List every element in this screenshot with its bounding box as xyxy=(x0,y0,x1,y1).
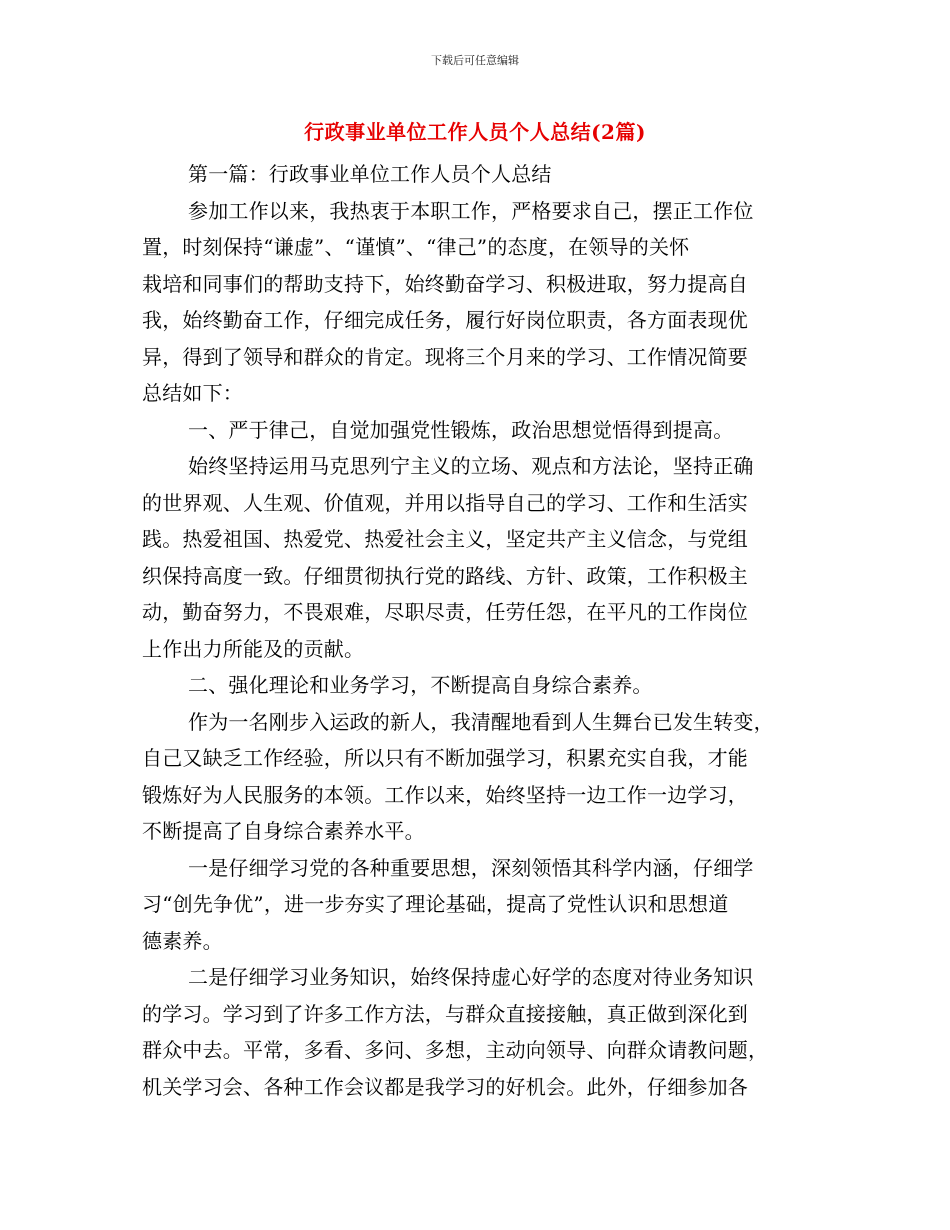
text-line: 第一篇：行政事业单位工作人员个人总结 xyxy=(188,162,552,186)
text-line: 锻炼好为人民服务的本领。工作以来，始终坚持一边工作一边学习， xyxy=(142,782,748,807)
text-line: 始终坚持运用马克思列宁主义的立场、观点和方法论，坚持正确 xyxy=(188,454,754,478)
text-line: 不断提高了自身综合素养水平。 xyxy=(142,819,425,843)
text-line: 我，始终勤奋工作，仔细完成任务，履行好岗位职责，各方面表现优 xyxy=(142,308,748,332)
text-line: 德素养。 xyxy=(142,928,223,953)
text-line: 织保持高度一致。仔细贯彻执行党的路线、方针、政策，工作积极主 xyxy=(142,563,748,588)
text-line: 参加工作以来，我热衷于本职工作，严格要求自己，摆正工作位 xyxy=(188,198,754,223)
text-line: 总结如下： xyxy=(142,381,243,405)
text-line: 作为一名刚步入运政的新人，我清醒地看到人生舞台已发生转变， xyxy=(188,709,774,734)
text-line: 机关学习会、各种工作会议都是我学习的好机会。此外，仔细参加各 xyxy=(142,1074,748,1099)
text-line: 二是仔细学习业务知识，始终保持虚心好学的态度对待业务知识 xyxy=(188,965,754,989)
text-line: 践。热爱祖国、热爱党、热爱社会主义，坚定共产主义信念，与党组 xyxy=(142,527,748,551)
text-line: 一、严于律己，自觉加强党性锻炼，政治思想觉悟得到提高。 xyxy=(188,417,734,442)
text-line: 二、强化理论和业务学习，不断提高自身综合素养。 xyxy=(188,673,653,697)
text-line: 一是仔细学习党的各种重要思想，深刻领悟其科学内涵，仔细学 xyxy=(188,855,754,880)
text-line: 栽培和同事们的帮助支持下，始终勤奋学习、积极进取，努力提高自 xyxy=(142,271,748,296)
text-line: 的世界观、人生观、价值观，并用以指导自己的学习、工作和生活实 xyxy=(142,490,748,515)
document-title: 行政事业单位工作人员个人总结(2篇) xyxy=(304,120,646,144)
text-line: 自己又缺乏工作经验，所以只有不断加强学习，积累充实自我，才能 xyxy=(142,746,748,770)
text-line: 置，时刻保持“谦虚”、“谨慎”、“律己”的态度，在领导的关怀 xyxy=(142,235,690,259)
text-line: 群众中去。平常，多看、多问、多想，主动向领导、向群众请教问题， xyxy=(142,1038,769,1062)
document-body xyxy=(142,156,810,1105)
text-line: 动，勤奋努力，不畏艰难，尽职尽责，任劳任怨，在平凡的工作岗位 xyxy=(142,600,748,624)
text-line: 异，得到了领导和群众的肯定。现将三个月来的学习、工作情况简要 xyxy=(142,344,748,369)
text-line: 习“创先争优”，进一步夯实了理论基础，提高了党性认识和思想道 xyxy=(142,892,729,916)
header-note: 下载后可任意编辑 xyxy=(431,54,519,67)
text-line: 的学习。学习到了许多工作方法，与群众直接接触，真正做到深化到 xyxy=(142,1001,748,1026)
text-line: 上作出力所能及的贡献。 xyxy=(142,636,365,661)
